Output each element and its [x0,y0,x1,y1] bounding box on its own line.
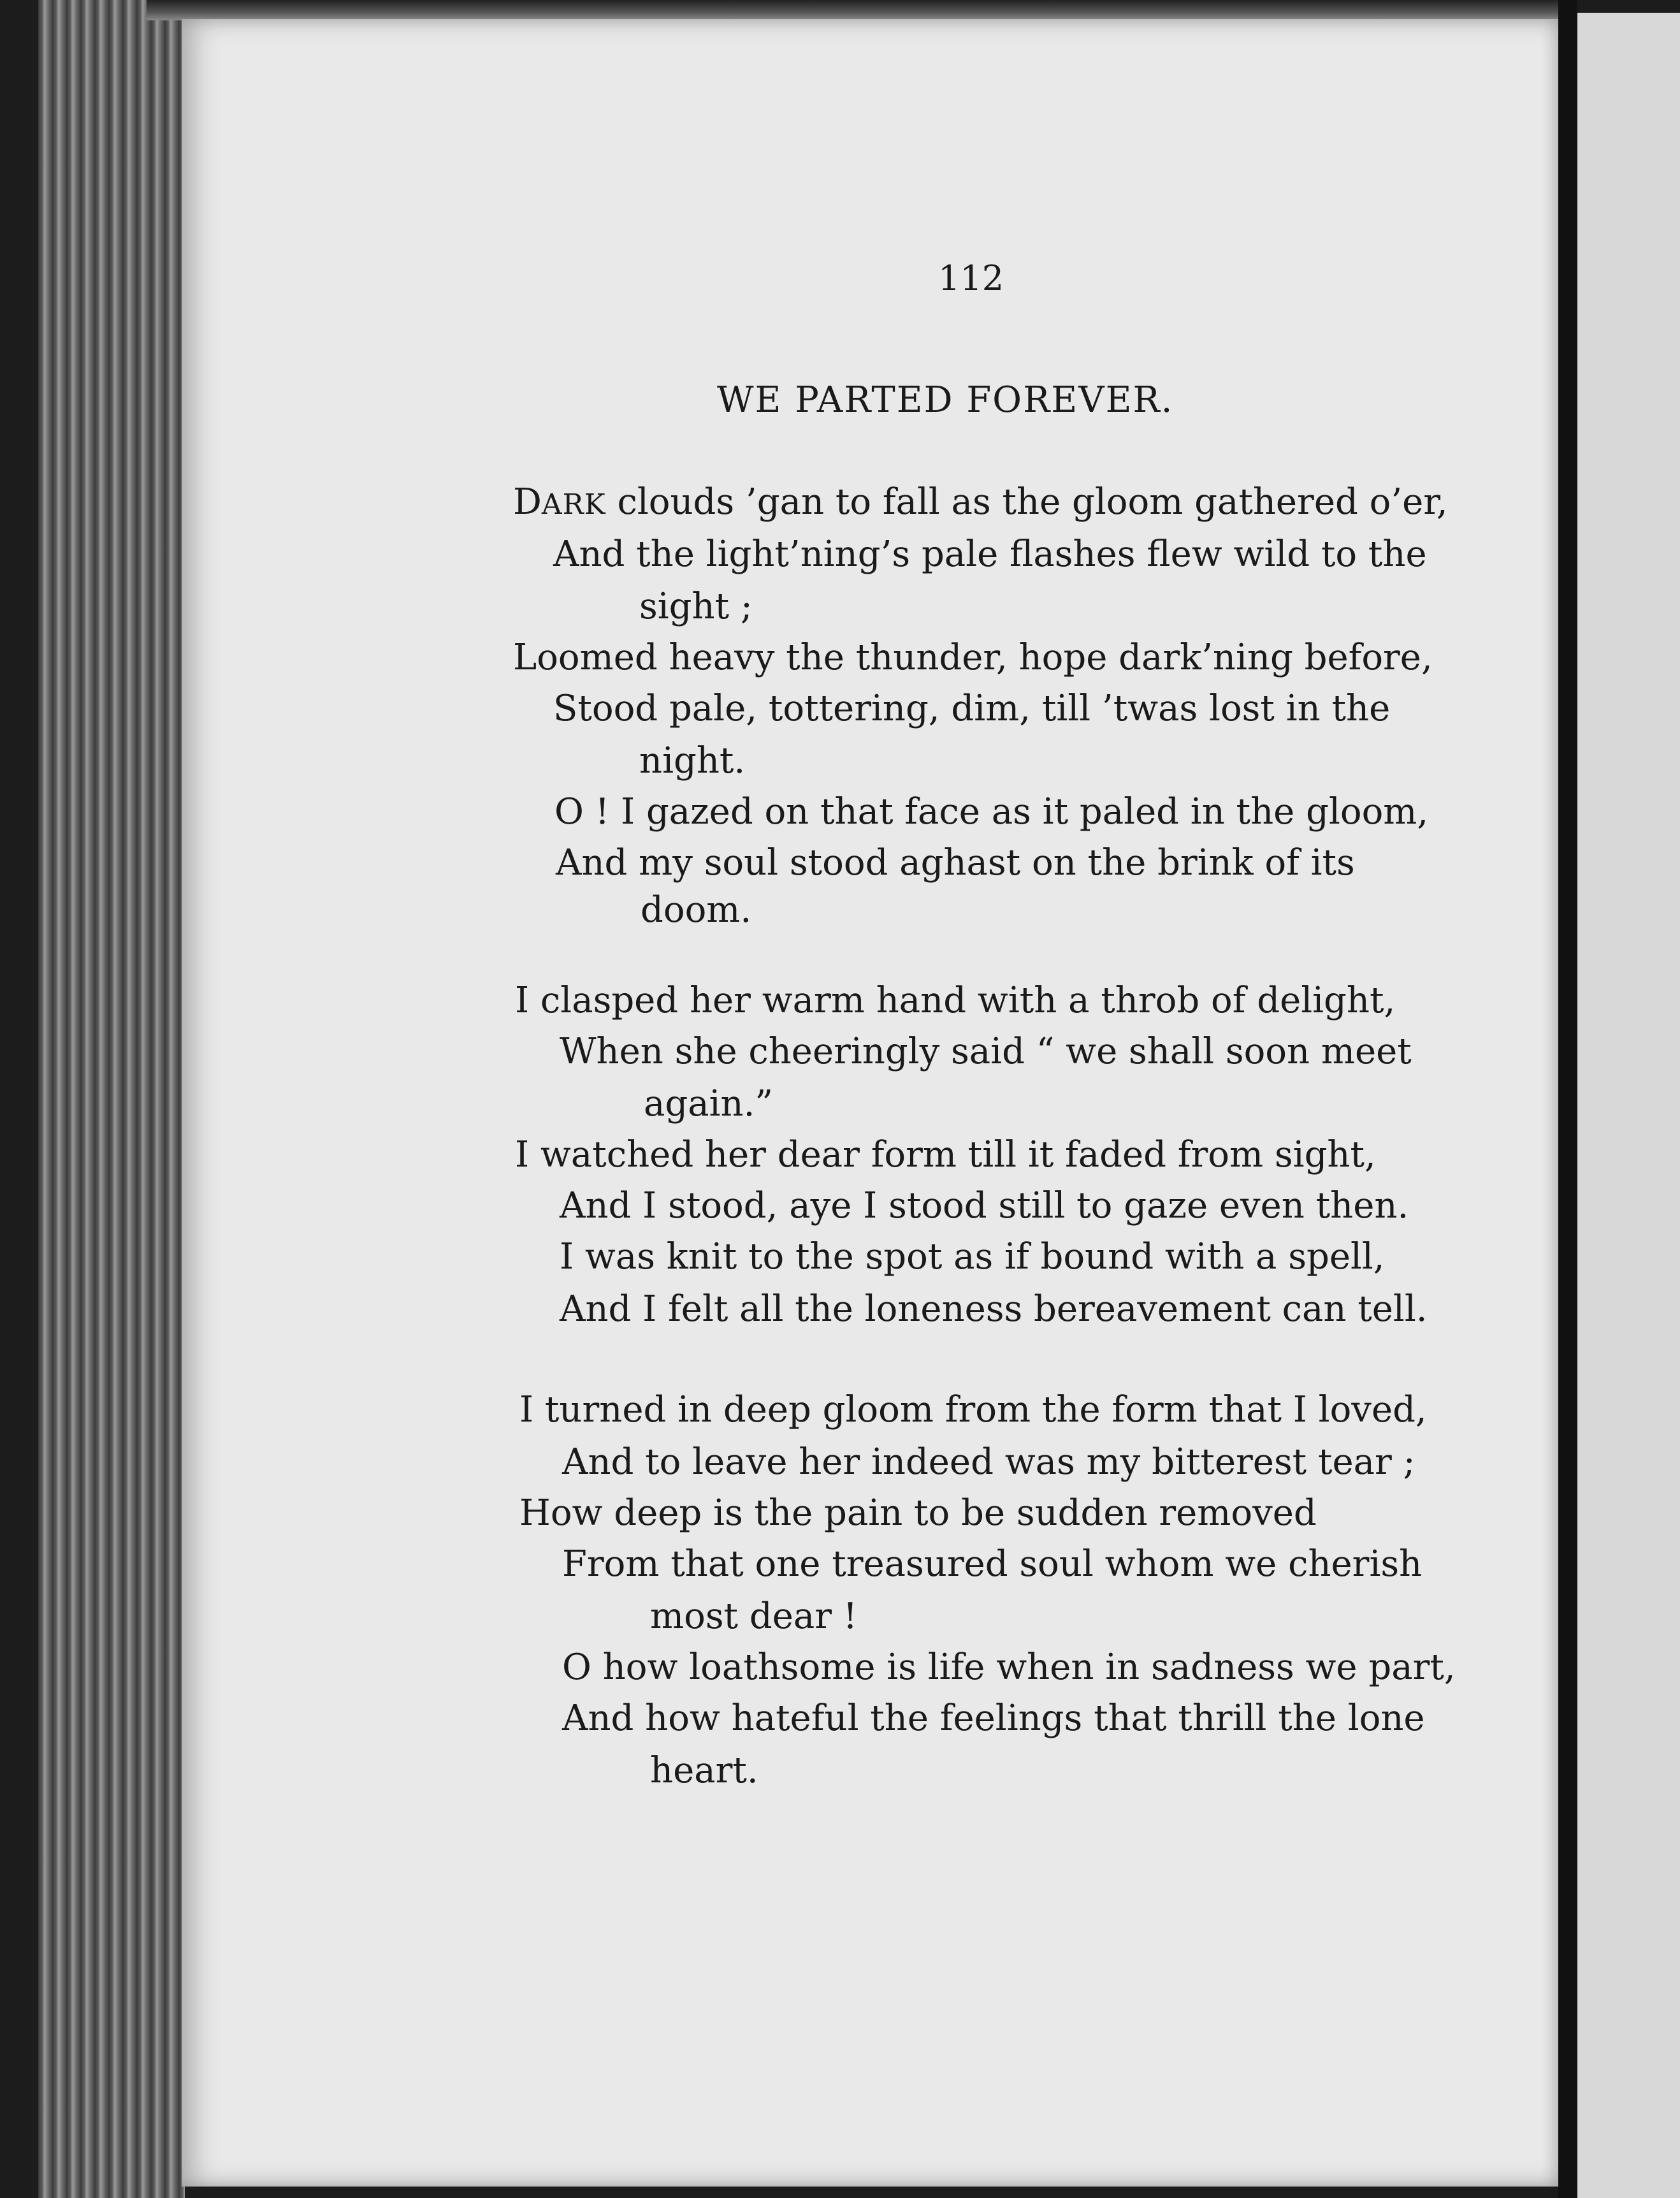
poem-line: sight ; [639,586,753,627]
poem-line [513,481,1448,523]
poem-line: And to leave her indeed was my bitterest tear ; [562,1441,1416,1483]
poem-line: And I felt all the loneness bereavement can tell. [560,1288,1428,1330]
page-edges [38,0,185,2198]
poem-line: From that one treasured soul whom we cherish [562,1543,1423,1585]
top-page-edge [147,0,1568,20]
poem-line: O how loathsome is life when in sadness we part, [562,1647,1456,1688]
poem-line: I clasped her warm hand with a throb of delight, [515,980,1396,1021]
poem-line: How deep is the pain to be sudden removed [519,1492,1317,1534]
poem-line: And the light’ning’s pale flashes flew wild to the [553,534,1427,575]
drop-initial: D [513,481,542,523]
facing-page-edge [1577,13,1680,2198]
poem-line: And how hateful the feelings that thrill the lone [562,1698,1425,1739]
poem-line: Loomed heavy the thunder, hope dark’ning before, [513,637,1433,678]
poem-line: I turned in deep gloom from the form that I loved, [519,1389,1427,1430]
poem-line: I watched her dear form till it faded from sight, [515,1134,1376,1175]
line-text: clouds ’gan to fall as the gloom gathered o’er, [605,481,1448,523]
book-page [182,19,1558,2187]
small-caps-word: ARK [541,488,606,521]
book-gutter [1558,0,1577,2198]
poem-line: And my soul stood aghast on the brink of its [556,842,1355,884]
poem-line: most dear ! [650,1596,858,1637]
poem-line: doom. [641,889,752,931]
poem-title: WE PARTED FOREVER. [717,379,1174,421]
poem-line: night. [639,740,746,782]
poem-line: again.” [644,1083,774,1124]
poem-line: When she cheeringly said “ we shall soon meet [560,1031,1412,1072]
poem-line: heart. [650,1750,758,1791]
poem-line: And I stood, aye I stood still to gaze even then. [560,1185,1409,1226]
poem-line: Stood pale, tottering, dim, till ’twas lost in the [553,688,1391,729]
poem-line: O ! I gazed on that face as it paled in the gloom, [554,791,1429,833]
page-number: 112 [938,258,1004,298]
poem-line: I was knit to the spot as if bound with a spell, [560,1236,1385,1277]
